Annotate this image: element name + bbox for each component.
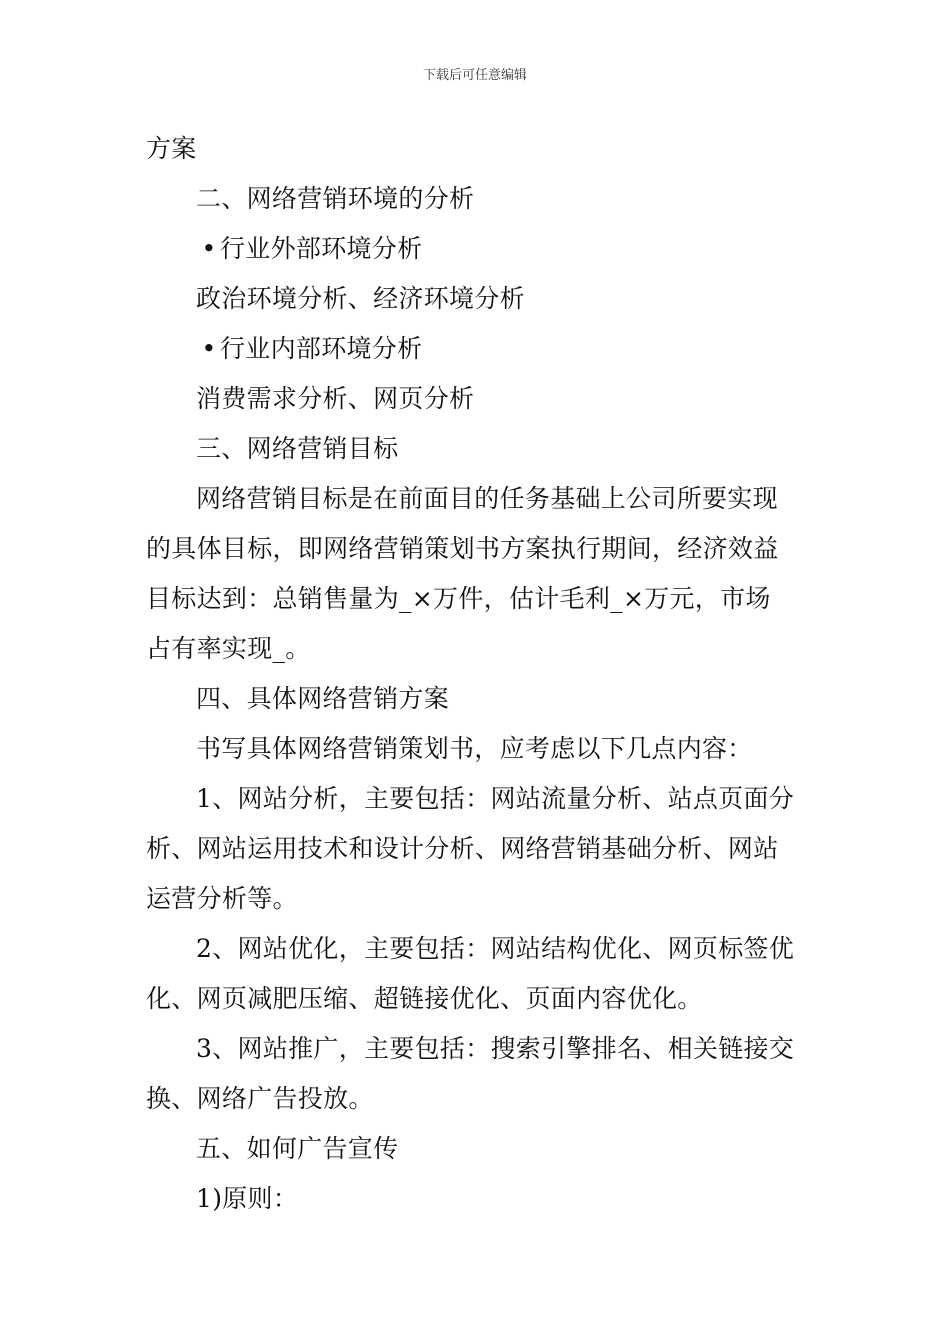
section-heading: 四、具体网络营销方案 <box>196 684 450 713</box>
paragraph-line: 网络营销目标是在前面目的任务基础上公司所要实现 <box>196 484 778 513</box>
paragraph-line: 占有率实现_。 <box>146 634 311 663</box>
list-item: 3、网站推广，主要包括：搜索引擎排名、相关链接交 <box>196 1034 795 1063</box>
paragraph-line: 目标达到：总销售量为_×万件，估计毛利_×万元，市场 <box>146 584 771 613</box>
bullet-item: • 行业外部环境分析 <box>146 224 810 274</box>
section-heading: 五、如何广告宣传 <box>196 1134 399 1163</box>
paragraph-line: 消费需求分析、网页分析 <box>196 384 475 413</box>
list-item: 2、网站优化，主要包括：网站结构优化、网页标签优 <box>196 934 795 963</box>
bullet-icon: • <box>201 334 217 363</box>
section-heading: 二、网络营销环境的分析 <box>196 184 475 213</box>
list-item: 1)原则： <box>196 1184 299 1213</box>
header-text: 下载后可任意编辑 <box>422 68 527 83</box>
paragraph-line: 换、网络广告投放。 <box>146 1084 374 1113</box>
paragraph-line: 化、网页减肥压缩、超链接优化、页面内容优化。 <box>146 984 703 1013</box>
page-header <box>0 64 950 83</box>
document-body <box>146 124 810 1224</box>
bullet-icon: • <box>201 234 217 263</box>
bullet-item: • 行业内部环境分析 <box>146 324 810 374</box>
paragraph-line: 政治环境分析、经济环境分析 <box>196 284 525 313</box>
list-item: 1、网站分析，主要包括：网站流量分析、站点页面分 <box>196 784 795 813</box>
paragraph-line: 的具体目标，即网络营销策划书方案执行期间，经济效益 <box>146 534 779 563</box>
paragraph-line: 方案 <box>146 134 197 163</box>
paragraph-line: 析、网站运用技术和设计分析、网络营销基础分析、网站 <box>146 834 779 863</box>
paragraph-line: 运营分析等。 <box>146 884 298 913</box>
section-heading: 三、网络营销目标 <box>196 434 399 463</box>
paragraph-line: 书写具体网络营销策划书，应考虑以下几点内容： <box>196 734 753 763</box>
